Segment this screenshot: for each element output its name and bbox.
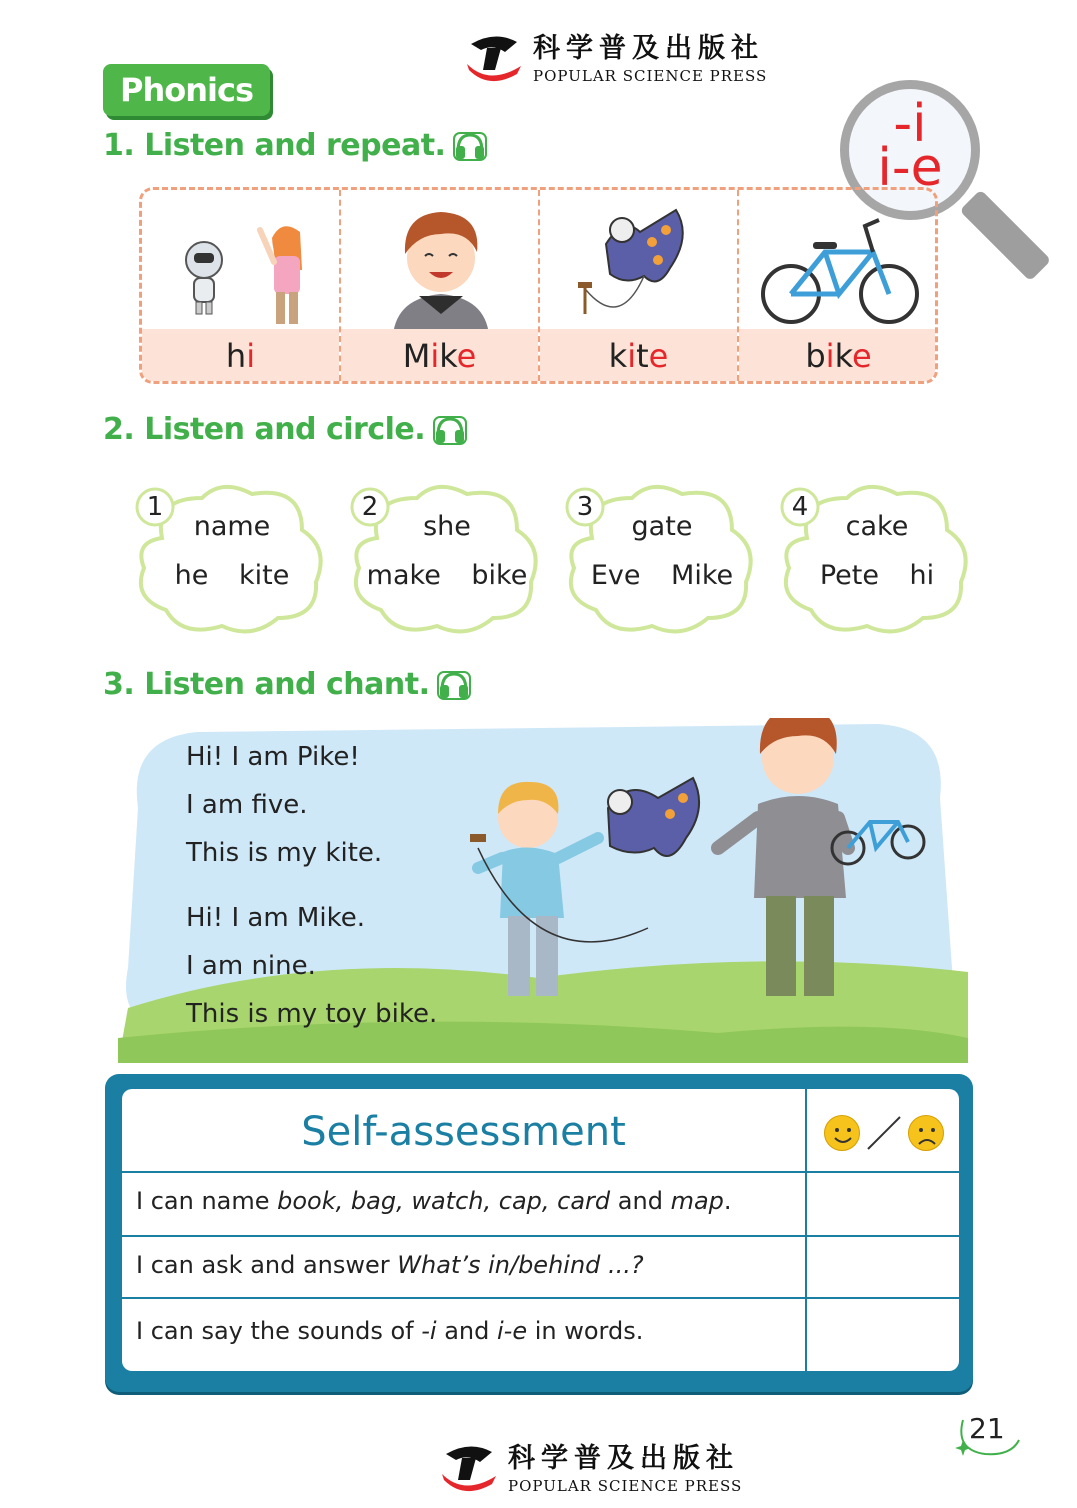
- publisher-name-cn: 科学普及出版社: [533, 33, 764, 64]
- mike-illustration: [341, 190, 538, 335]
- circle-cloud-1[interactable]: [132, 478, 332, 638]
- listen-repeat-box: [139, 187, 938, 384]
- page-number: [955, 1410, 1025, 1462]
- publisher-name-en: POPULAR SCIENCE PRESS: [508, 1477, 743, 1495]
- section-1-title: [103, 128, 487, 163]
- section-2-title: [103, 412, 467, 447]
- section-1-title-text: 1. Listen and repeat.: [103, 128, 446, 163]
- section-3-title-text: 3. Listen and chant.: [103, 667, 430, 702]
- robot-and-girl-illustration: [142, 190, 339, 335]
- assessment-row: [122, 1173, 959, 1237]
- word-hi: hi: [142, 329, 339, 381]
- chant-line: This is my kite.: [186, 838, 383, 868]
- magnifier-sound-1: -i: [893, 94, 927, 154]
- section-2-title-text: 2. Listen and circle.: [103, 412, 426, 447]
- assessment-row: [122, 1299, 959, 1371]
- word-mike: Mike: [341, 329, 538, 381]
- headphone-icon[interactable]: [433, 415, 467, 445]
- publisher-mark-icon: [440, 1440, 498, 1492]
- assessment-statement: I can say the sounds of -i and i-e in words.: [136, 1317, 644, 1345]
- cloud-words-bottom[interactable]: Pete hi: [819, 560, 935, 591]
- cloud-words-bottom[interactable]: make bike: [366, 560, 528, 591]
- chant-line: I am nine.: [186, 951, 316, 981]
- cloud-word-top[interactable]: gate: [631, 511, 693, 542]
- assessment-row: [122, 1237, 959, 1299]
- word-card-hi[interactable]: [142, 190, 341, 381]
- publisher-logo-top: [465, 26, 767, 85]
- word-card-mike[interactable]: [341, 190, 540, 381]
- kite-illustration: [540, 190, 737, 335]
- cloud-number: 1: [146, 492, 164, 522]
- self-assessment-title: Self-assessment: [301, 1109, 626, 1155]
- chant-line: I am five.: [186, 790, 308, 820]
- circle-cloud-4[interactable]: [777, 478, 977, 638]
- circle-cloud-3[interactable]: [562, 478, 762, 638]
- headphone-icon[interactable]: [437, 670, 471, 700]
- cloud-word-top[interactable]: name: [193, 511, 271, 542]
- assessment-header-row: [122, 1089, 959, 1173]
- cloud-number: 2: [361, 492, 379, 522]
- cloud-words-bottom[interactable]: Eve Mike: [590, 560, 734, 591]
- publisher-logo-bottom: [440, 1436, 742, 1495]
- bike-illustration: [739, 190, 938, 335]
- page-number-text: 21: [969, 1412, 1005, 1445]
- sad-face-icon[interactable]: [908, 1115, 944, 1151]
- assessment-statement: I can ask and answer What’s in/behind ...?: [136, 1251, 644, 1279]
- assessment-statement: I can name book, bag, watch, cap, card and map.: [136, 1187, 732, 1215]
- smile-face-icon[interactable]: [824, 1115, 860, 1151]
- cloud-words-bottom[interactable]: he kite: [174, 560, 290, 591]
- word-card-bike[interactable]: [739, 190, 938, 381]
- cloud-number: 3: [576, 492, 594, 522]
- magnifier-sound-2: i-e: [877, 138, 943, 198]
- chant-text-panel: [164, 734, 438, 1049]
- headphone-icon[interactable]: [453, 131, 487, 161]
- section-3-title: [103, 667, 471, 702]
- word-bike: bike: [739, 329, 938, 381]
- slash-divider: [864, 1113, 904, 1153]
- cloud-word-top[interactable]: she: [423, 511, 471, 542]
- magnifier-handle: [959, 189, 1051, 281]
- chant-line: This is my toy bike.: [186, 999, 438, 1029]
- cloud-word-top[interactable]: cake: [845, 511, 909, 542]
- cloud-number: 4: [791, 492, 809, 522]
- publisher-name-cn: 科学普及出版社: [508, 1443, 739, 1474]
- word-card-kite[interactable]: [540, 190, 739, 381]
- circle-cloud-2[interactable]: [347, 478, 547, 638]
- word-kite: kite: [540, 329, 737, 381]
- chant-line: Hi! I am Mike.: [186, 903, 365, 933]
- publisher-name-en: POPULAR SCIENCE PRESS: [533, 67, 768, 85]
- phonics-badge: Phonics: [103, 64, 270, 116]
- self-assessment-table: [122, 1089, 959, 1371]
- publisher-mark-icon: [465, 30, 523, 82]
- chant-line: Hi! I am Pike!: [186, 742, 360, 772]
